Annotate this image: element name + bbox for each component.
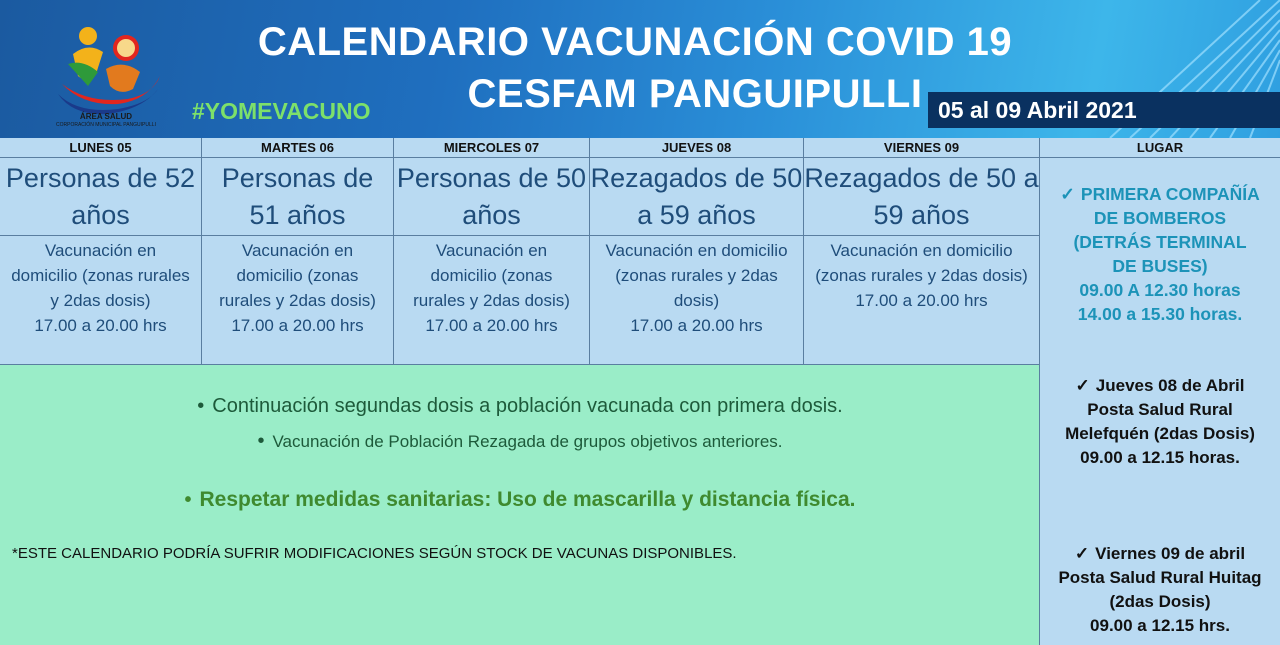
- day-header-lunes: LUNES 05: [0, 138, 202, 158]
- location-line: 09.00 A 12.30 horas: [1079, 280, 1241, 300]
- detail-line: Vacunación en domicilio: [605, 241, 788, 260]
- detail-line: dosis): [673, 291, 720, 310]
- location-line: DE BOMBEROS: [1093, 208, 1227, 228]
- group-line: Rezagados de 50 a: [804, 163, 1039, 193]
- detail-line: rurales y 2das dosis): [413, 291, 570, 310]
- group-line: Personas de 52: [5, 163, 196, 193]
- location-line: ✓ Jueves 08 de Abril: [1075, 376, 1245, 395]
- detail-line: Vacunación en: [44, 241, 157, 260]
- location-line: Posta Salud Rural: [1087, 400, 1233, 419]
- location-line: ✓ PRIMERA COMPAÑÍA: [1060, 184, 1260, 204]
- group-line: años: [462, 200, 521, 230]
- location-huitag: [1040, 542, 1280, 638]
- detail-line: Vacunación en: [241, 241, 354, 260]
- schedule-table: [0, 138, 1280, 645]
- detail-line: 17.00 a 20.00 hrs: [425, 316, 558, 335]
- location-line: (DETRÁS TERMINAL: [1073, 232, 1247, 252]
- disclaimer: *ESTE CALENDARIO PODRÍA SUFRIR MODIFICACIONES SEGÚN STOCK DE VACUNAS DISPONIBLES.: [12, 545, 737, 562]
- detail-line: y 2das dosis): [50, 291, 151, 310]
- location-bomberos: [1040, 182, 1280, 326]
- note-text: Respetar medidas sanitarias: Uso de mascarilla y distancia física.: [199, 488, 856, 511]
- logo-subtitle: CORPORACIÓN MUNICIPAL PANGUIPULLI: [56, 122, 156, 128]
- note-bullet: [0, 395, 1040, 418]
- detail-cell-lunes: [0, 236, 202, 364]
- notes-panel: [0, 364, 1040, 645]
- page-subtitle: CESFAM PANGUIPULLI: [467, 72, 923, 116]
- group-line: años: [71, 200, 130, 230]
- lugar-panel: [1040, 158, 1280, 645]
- lugar-header: LUGAR: [1040, 138, 1280, 158]
- detail-cell-miercoles: [394, 236, 590, 364]
- detail-line: 17.00 a 20.00 hrs: [630, 316, 763, 335]
- group-cell-viernes: [804, 158, 1040, 236]
- page-title: CALENDARIO VACUNACIÓN COVID 19: [257, 20, 1013, 64]
- group-cell-jueves: [590, 158, 804, 236]
- date-range-badge: 05 al 09 Abril 2021: [928, 92, 1280, 128]
- note-text: Continuación segundas dosis a población vacunada con primera dosis.: [212, 395, 843, 417]
- detail-line: domicilio (zonas: [236, 266, 359, 285]
- group-cell-lunes: [0, 158, 202, 236]
- group-line: 51 años: [249, 200, 346, 230]
- detail-line: 17.00 a 20.00 hrs: [231, 316, 364, 335]
- group-cell-miercoles: [394, 158, 590, 236]
- location-line: (2das Dosis): [1109, 592, 1211, 611]
- hashtag: #YOMEVACUNO: [192, 98, 371, 124]
- detail-line: Vacunación en: [435, 241, 548, 260]
- note-bullet: [0, 430, 1040, 453]
- detail-line: 17.00 a 20.00 hrs: [855, 291, 988, 310]
- detail-cell-jueves: [590, 236, 804, 364]
- group-line: 59 años: [873, 200, 970, 230]
- location-line: Posta Salud Rural Huitag: [1058, 568, 1262, 587]
- note-bullet: [0, 488, 1040, 512]
- detail-line: 17.00 a 20.00 hrs: [34, 316, 167, 335]
- detail-line: domicilio (zonas rurales: [11, 266, 190, 285]
- detail-line: rurales y 2das dosis): [219, 291, 376, 310]
- day-header-martes: MARTES 06: [202, 138, 394, 158]
- check-icon: ✓: [1060, 184, 1075, 204]
- location-line: 14.00 a 15.30 horas.: [1077, 304, 1243, 324]
- bullet-icon: •: [184, 489, 192, 511]
- detail-line: (zonas rurales y 2das: [615, 266, 778, 285]
- logo-title: ÁREA SALUD: [79, 112, 133, 121]
- bullet-icon: •: [197, 395, 205, 417]
- location-line: Melefquén (2das Dosis): [1065, 424, 1255, 443]
- location-melefquen: [1040, 374, 1280, 470]
- check-icon: ✓: [1074, 544, 1090, 563]
- group-line: Personas de: [221, 163, 374, 193]
- detail-cell-viernes: [804, 236, 1040, 364]
- location-line: DE BUSES): [1112, 256, 1208, 276]
- group-cell-martes: [202, 158, 394, 236]
- group-line: a 59 años: [637, 200, 756, 230]
- day-header-miercoles: MIERCOLES 07: [394, 138, 590, 158]
- check-icon: ✓: [1075, 376, 1090, 395]
- note-text: Vacunación de Población Rezagada de grupos objetivos anteriores.: [272, 432, 783, 451]
- detail-line: Vacunación en domicilio: [830, 241, 1013, 260]
- location-line: 09.00 a 12.15 hrs.: [1090, 616, 1230, 635]
- header-banner: [0, 0, 1280, 138]
- bullet-icon: •: [257, 430, 265, 452]
- detail-cell-martes: [202, 236, 394, 364]
- detail-line: (zonas rurales y 2das dosis): [815, 266, 1028, 285]
- day-header-viernes: VIERNES 09: [804, 138, 1040, 158]
- group-line: Rezagados de 50: [590, 163, 803, 193]
- group-line: Personas de 50: [396, 163, 587, 193]
- detail-line: domicilio (zonas: [430, 266, 553, 285]
- location-line: 09.00 a 12.15 horas.: [1080, 448, 1240, 467]
- location-line: ✓ Viernes 09 de abril: [1074, 544, 1246, 563]
- day-header-jueves: JUEVES 08: [590, 138, 804, 158]
